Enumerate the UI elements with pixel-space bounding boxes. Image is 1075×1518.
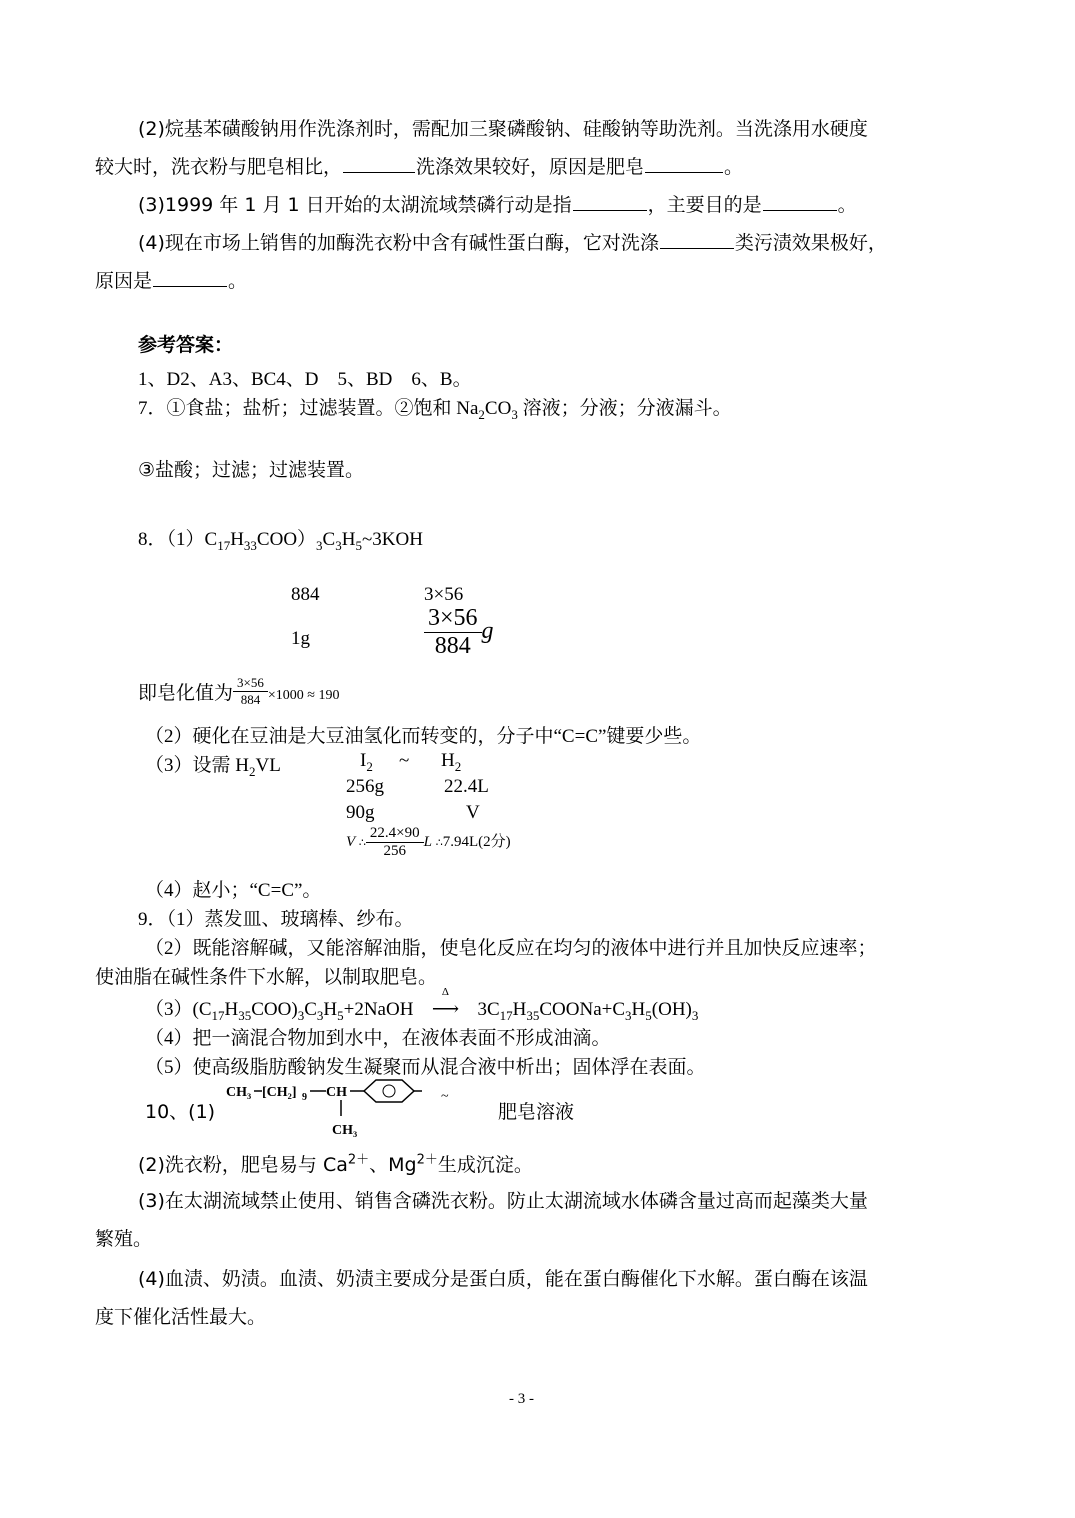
answer-9-4: （4）把一滴混合物加到水中，在液体表面不形成油滴。: [145, 1028, 611, 1049]
svg-text:CH₃: CH₃: [226, 1085, 252, 1100]
answer-blank: [660, 230, 734, 249]
answer-10-soap: 肥皂溶液: [498, 1101, 575, 1123]
answer-8-mass: 884: [291, 584, 320, 605]
answer-blank: [153, 268, 227, 287]
answer-8-sample: 1g: [291, 628, 310, 649]
tilde-mark: ~: [441, 1089, 449, 1104]
answer-10-3-line1: (3)在太湖流域禁止使用、销售含磷洗衣粉。防止太湖流域水体磷含量过高而起藻类大量: [138, 1190, 868, 1212]
answer-8-2: （2）硬化在豆油是大豆油氢化而转变的，分子中“C=C”键要少些。: [145, 726, 702, 747]
alkylbenzene-structure: [226, 1078, 466, 1140]
answer-9-2-line1: （2）既能溶解碱，又能溶解油脂，使皂化反应在均匀的液体中进行并且加快反应速率；: [145, 938, 877, 959]
answer-10-4-line1: (4)血渍、奶渍。血渍、奶渍主要成分是蛋白质，能在蛋白酶催化下水解。蛋白酶在该温: [138, 1268, 868, 1290]
q10-p4-line2: 原因是 。: [95, 270, 248, 292]
svg-text:CH: CH: [326, 1085, 347, 1100]
answer-9-3-equation: $(3)(C_{17}H_{35}COO)_3C_3H_5+2NaOH$ Δ ⟶ $3C_{17}H_{35}COONa+C_3H_5(OH)_3$: [145, 986, 699, 1023]
answer-7-line1: 7．①食盐；盐析；过滤装置。②饱和 $Na_2CO_3$ 溶液；分液；分液漏斗。: [138, 398, 732, 422]
answer-10-label: 10、(1): [145, 1101, 216, 1123]
svg-text:CH₃: CH₃: [332, 1123, 358, 1138]
q10-p3-line: (3)1999 年 1 月 1 日开始的太湖流域禁磷行动是指 ，主要目的是 。: [138, 194, 857, 216]
answer-blank: [343, 154, 415, 173]
answer-8-3-equation: V ∴ $\frac{22.4\times 90}{256}$ L ∴7.94L(2分): [346, 825, 511, 859]
page-number: - 3 -: [509, 1391, 534, 1407]
q10-p4-line1: (4)现在市场上销售的加酶洗衣粉中含有碱性蛋白酶，它对洗涤 类污渍效果极好，: [138, 232, 887, 254]
answer-10-2: (2)洗衣粉，肥皂易与 $Ca^{2+}$、$Mg^{2+}$生成沉淀。: [138, 1152, 533, 1176]
answer-8-saponification: 即皂化值为 $\frac{3\times 56}{884}$ ×1000 ≈ 190: [138, 675, 340, 707]
answer-9-2-line2: 使油脂在碱性条件下水解，以制取肥皂。: [95, 967, 438, 988]
answer-8-3-r2l: 90g: [346, 802, 375, 823]
answer-8-3-r1l: 256g: [346, 776, 384, 797]
q10-p2-line2: 较大时，洗衣粉与肥皂相比， 洗涤效果较好，原因是肥皂 。: [95, 156, 744, 178]
answer-8-3-iodine: $I_2$: [360, 750, 373, 774]
svg-text:[CH₂]: [CH₂]: [262, 1085, 297, 1100]
answer-8-formula: 8．$(1)C_{17}H_{33}COO)_3C_3H_5\sim 3KOH$: [138, 529, 423, 553]
answer-7-line2: ③盐酸；过滤；过滤装置。: [138, 459, 365, 481]
answer-8-3-label: （3）设需 $H_2VL$: [145, 755, 281, 779]
answer-blank: [573, 192, 647, 211]
answer-10-4-line2: 度下催化活性最大。: [95, 1306, 267, 1328]
answer-9-1: 9．（1）蒸发皿、玻璃棒、纱布。: [138, 909, 414, 930]
answer-8-fraction: $\frac{3\times 56}{884}$ g: [424, 605, 494, 660]
answer-8-3-r1r: 22.4L: [444, 776, 489, 797]
answer-8-3-r2r: V: [466, 802, 480, 823]
q10-p2-line1: (2)烷基苯磺酸钠用作洗涤剂时，需配加三聚磷酸钠、硅酸钠等助洗剂。当洗涤用水硬度: [138, 118, 868, 140]
svg-text:9: 9: [302, 1092, 307, 1103]
answer-8-koh-mass: 3×56: [424, 584, 464, 605]
answer-8-4: （4）赵小；“C=C”。: [145, 880, 322, 901]
answers-heading: 参考答案：: [138, 334, 234, 356]
answer-blank: [645, 154, 723, 173]
answer-1-6: 1、D2、A3、BC4、D 5、BD 6、B。: [138, 369, 472, 390]
answer-8-3-tilde: ~: [399, 750, 410, 771]
answer-8-3-hydrogen: $H_2$: [441, 750, 462, 774]
answer-blank: [763, 192, 837, 211]
answer-9-5: （5）使高级脂肪酸钠发生凝聚而从混合液中析出；固体浮在表面。: [145, 1057, 706, 1078]
answer-10-3-line2: 繁殖。: [95, 1228, 153, 1250]
